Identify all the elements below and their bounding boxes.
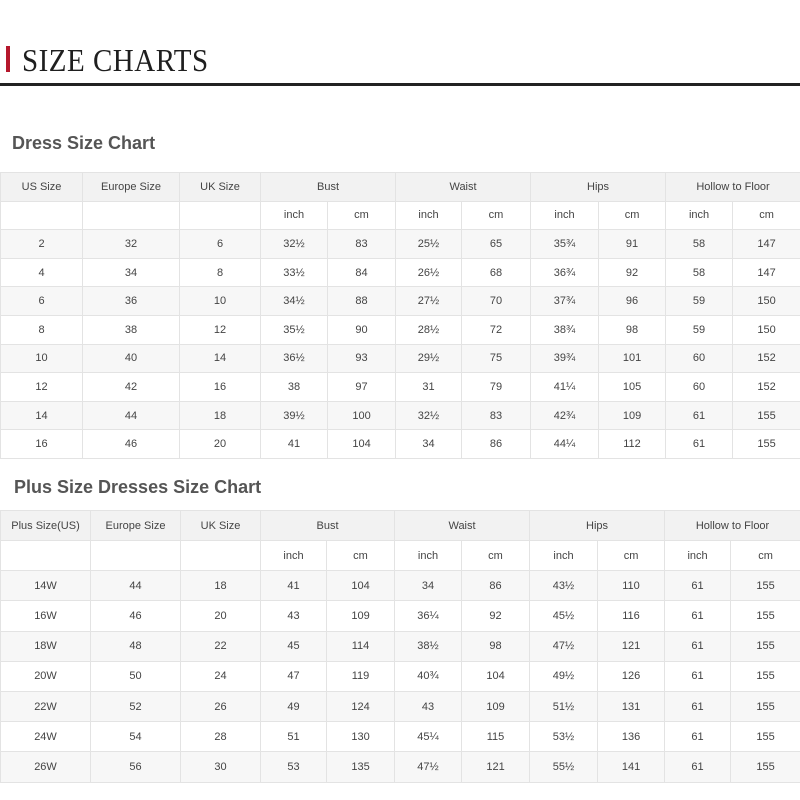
table-cell: 32 — [83, 230, 180, 259]
table-cell: 40¾ — [395, 661, 462, 691]
table-cell: 42 — [83, 373, 180, 402]
table-cell: 41 — [261, 430, 328, 459]
table-cell: 152 — [733, 373, 800, 402]
table-cell: 155 — [731, 752, 800, 782]
table-cell: 36¾ — [531, 258, 599, 287]
table-cell: 28 — [181, 722, 261, 752]
table-cell: 38½ — [395, 631, 462, 661]
header-cell: Hips — [531, 173, 666, 202]
table-cell: 24W — [1, 722, 91, 752]
size-charts-banner — [0, 0, 800, 88]
table-cell: 6 — [1, 287, 83, 316]
table-cell: 61 — [665, 722, 731, 752]
header-cell: Waist — [395, 511, 530, 541]
table-cell: 28½ — [396, 315, 462, 344]
table-cell: 155 — [733, 401, 800, 430]
table-cell: 88 — [328, 287, 396, 316]
unit-cell: inch — [396, 201, 462, 230]
unit-cell: inch — [665, 541, 731, 571]
table-cell: 92 — [462, 601, 530, 631]
plus-size-table — [0, 510, 800, 783]
table-cell: 75 — [462, 344, 531, 373]
table-cell: 136 — [598, 722, 665, 752]
table-cell: 32½ — [396, 401, 462, 430]
table-cell: 109 — [462, 691, 530, 721]
table-cell: 150 — [733, 315, 800, 344]
table-cell: 60 — [666, 344, 733, 373]
table-header-row — [1, 173, 800, 202]
table-cell: 34½ — [261, 287, 328, 316]
table-cell: 24 — [181, 661, 261, 691]
table-cell: 83 — [328, 230, 396, 259]
table-cell: 45¼ — [395, 722, 462, 752]
table-cell: 38¾ — [531, 315, 599, 344]
header-cell: Plus Size(US) — [1, 511, 91, 541]
table-cell: 4 — [1, 258, 83, 287]
table-cell: 104 — [328, 430, 396, 459]
table-cell: 43½ — [530, 571, 598, 601]
table-cell: 152 — [733, 344, 800, 373]
header-cell: Europe Size — [83, 173, 180, 202]
table-cell: 41¼ — [531, 373, 599, 402]
table-cell: 44 — [91, 571, 181, 601]
unit-cell: cm — [598, 541, 665, 571]
table-cell: 43 — [261, 601, 327, 631]
table-cell: 92 — [599, 258, 666, 287]
table-row — [1, 722, 800, 752]
unit-cell: inch — [530, 541, 598, 571]
table-row — [1, 230, 800, 259]
table-cell: 47 — [261, 661, 327, 691]
header-cell: Europe Size — [91, 511, 181, 541]
unit-cell: cm — [462, 201, 531, 230]
table-cell: 35¾ — [531, 230, 599, 259]
table-cell: 61 — [666, 401, 733, 430]
table-cell: 86 — [462, 571, 530, 601]
table-cell: 135 — [327, 752, 395, 782]
table-row — [1, 258, 800, 287]
table-cell: 61 — [665, 601, 731, 631]
table-cell: 18 — [181, 571, 261, 601]
table-cell: 36¼ — [395, 601, 462, 631]
table-cell: 100 — [328, 401, 396, 430]
table-cell: 59 — [666, 287, 733, 316]
table-cell: 91 — [599, 230, 666, 259]
plus-chart-title: Plus Size Dresses Size Chart — [14, 477, 262, 497]
table-cell: 83 — [462, 401, 531, 430]
unit-cell: cm — [733, 201, 800, 230]
table-cell: 33½ — [261, 258, 328, 287]
table-cell: 51½ — [530, 691, 598, 721]
table-cell: 32½ — [261, 230, 328, 259]
table-cell: 20 — [180, 430, 261, 459]
table-row — [1, 401, 800, 430]
table-cell: 96 — [599, 287, 666, 316]
table-cell: 131 — [598, 691, 665, 721]
table-cell: 10 — [1, 344, 83, 373]
table-cell: 155 — [731, 691, 800, 721]
table-cell: 20W — [1, 661, 91, 691]
table-row — [1, 631, 800, 661]
table-cell: 20 — [181, 601, 261, 631]
table-cell: 29½ — [396, 344, 462, 373]
table-cell: 65 — [462, 230, 531, 259]
table-cell: 39½ — [261, 401, 328, 430]
table-row — [1, 287, 800, 316]
table-cell: 49½ — [530, 661, 598, 691]
plus-table-body — [1, 571, 800, 782]
table-cell: 155 — [731, 722, 800, 752]
unit-cell: inch — [261, 201, 328, 230]
table-cell: 37¾ — [531, 287, 599, 316]
table-cell: 41 — [261, 571, 327, 601]
unit-cell: cm — [599, 201, 666, 230]
table-cell: 119 — [327, 661, 395, 691]
table-cell: 47½ — [395, 752, 462, 782]
header-cell: Hollow to Floor — [665, 511, 800, 541]
unit-cell: inch — [666, 201, 733, 230]
table-cell: 48 — [91, 631, 181, 661]
unit-cell: inch — [261, 541, 327, 571]
table-cell: 105 — [599, 373, 666, 402]
banner-accent-bar — [6, 46, 10, 72]
table-cell: 16 — [180, 373, 261, 402]
table-cell: 55½ — [530, 752, 598, 782]
banner-divider — [0, 83, 800, 86]
table-cell: 93 — [328, 344, 396, 373]
table-row — [1, 373, 800, 402]
table-cell: 97 — [328, 373, 396, 402]
table-cell: 53 — [261, 752, 327, 782]
table-cell: 61 — [665, 571, 731, 601]
table-cell: 109 — [599, 401, 666, 430]
table-cell: 61 — [665, 631, 731, 661]
table-cell: 61 — [666, 430, 733, 459]
unit-cell: cm — [328, 201, 396, 230]
table-row — [1, 601, 800, 631]
table-cell: 35½ — [261, 315, 328, 344]
header-cell: Bust — [261, 511, 395, 541]
table-cell: 18 — [180, 401, 261, 430]
table-cell: 22W — [1, 691, 91, 721]
table-cell: 26W — [1, 752, 91, 782]
table-cell: 10 — [180, 287, 261, 316]
unit-header-row — [1, 541, 800, 571]
table-row — [1, 691, 800, 721]
dress-chart-title: Dress Size Chart — [12, 133, 156, 153]
table-cell: 27½ — [396, 287, 462, 316]
table-cell: 45 — [261, 631, 327, 661]
empty-cell — [91, 541, 181, 571]
unit-header-row — [1, 201, 800, 230]
table-cell: 31 — [396, 373, 462, 402]
table-cell: 14 — [180, 344, 261, 373]
table-row — [1, 344, 800, 373]
table-row — [1, 661, 800, 691]
table-cell: 61 — [665, 752, 731, 782]
table-cell: 16 — [1, 430, 83, 459]
table-cell: 68 — [462, 258, 531, 287]
table-cell: 12 — [1, 373, 83, 402]
header-cell: Waist — [396, 173, 531, 202]
table-cell: 110 — [598, 571, 665, 601]
table-cell: 34 — [395, 571, 462, 601]
table-cell: 30 — [181, 752, 261, 782]
table-cell: 147 — [733, 258, 800, 287]
table-row — [1, 571, 800, 601]
table-cell: 8 — [1, 315, 83, 344]
table-cell: 150 — [733, 287, 800, 316]
table-cell: 155 — [731, 571, 800, 601]
table-row — [1, 430, 800, 459]
table-cell: 16W — [1, 601, 91, 631]
dress-size-table — [0, 172, 800, 459]
unit-cell: cm — [462, 541, 530, 571]
table-cell: 22 — [181, 631, 261, 661]
table-cell: 155 — [731, 631, 800, 661]
table-cell: 38 — [261, 373, 328, 402]
table-cell: 124 — [327, 691, 395, 721]
table-cell: 2 — [1, 230, 83, 259]
table-cell: 43 — [395, 691, 462, 721]
table-cell: 44¼ — [531, 430, 599, 459]
table-cell: 53½ — [530, 722, 598, 752]
unit-cell: inch — [531, 201, 599, 230]
table-cell: 40 — [83, 344, 180, 373]
table-cell: 36½ — [261, 344, 328, 373]
table-cell: 6 — [180, 230, 261, 259]
table-cell: 51 — [261, 722, 327, 752]
table-cell: 36 — [83, 287, 180, 316]
header-cell: Hips — [530, 511, 665, 541]
table-cell: 18W — [1, 631, 91, 661]
table-cell: 8 — [180, 258, 261, 287]
table-cell: 34 — [396, 430, 462, 459]
header-cell: Bust — [261, 173, 396, 202]
table-cell: 155 — [731, 661, 800, 691]
table-cell: 126 — [598, 661, 665, 691]
header-cell: UK Size — [181, 511, 261, 541]
table-cell: 50 — [91, 661, 181, 691]
dress-table-body — [1, 230, 800, 459]
table-cell: 49 — [261, 691, 327, 721]
table-cell: 155 — [731, 601, 800, 631]
table-cell: 52 — [91, 691, 181, 721]
table-cell: 38 — [83, 315, 180, 344]
table-cell: 84 — [328, 258, 396, 287]
table-cell: 70 — [462, 287, 531, 316]
empty-cell — [83, 201, 180, 230]
table-cell: 14 — [1, 401, 83, 430]
table-cell: 44 — [83, 401, 180, 430]
empty-cell — [180, 201, 261, 230]
table-row — [1, 752, 800, 782]
table-cell: 34 — [83, 258, 180, 287]
table-cell: 58 — [666, 230, 733, 259]
table-cell: 12 — [180, 315, 261, 344]
table-cell: 61 — [665, 691, 731, 721]
table-cell: 104 — [462, 661, 530, 691]
table-cell: 46 — [83, 430, 180, 459]
table-cell: 79 — [462, 373, 531, 402]
table-row — [1, 315, 800, 344]
table-cell: 25½ — [396, 230, 462, 259]
table-cell: 54 — [91, 722, 181, 752]
table-cell: 116 — [598, 601, 665, 631]
table-cell: 109 — [327, 601, 395, 631]
page-title: SIZE CHARTS — [22, 44, 209, 79]
unit-cell: cm — [731, 541, 800, 571]
table-cell: 42¾ — [531, 401, 599, 430]
empty-cell — [181, 541, 261, 571]
table-cell: 60 — [666, 373, 733, 402]
table-cell: 98 — [599, 315, 666, 344]
header-cell: Hollow to Floor — [666, 173, 800, 202]
table-cell: 59 — [666, 315, 733, 344]
header-cell: US Size — [1, 173, 83, 202]
header-cell: UK Size — [180, 173, 261, 202]
table-cell: 90 — [328, 315, 396, 344]
table-cell: 58 — [666, 258, 733, 287]
unit-cell: inch — [395, 541, 462, 571]
table-cell: 86 — [462, 430, 531, 459]
table-cell: 121 — [598, 631, 665, 661]
table-cell: 98 — [462, 631, 530, 661]
table-cell: 130 — [327, 722, 395, 752]
table-cell: 45½ — [530, 601, 598, 631]
table-cell: 39¾ — [531, 344, 599, 373]
table-cell: 72 — [462, 315, 531, 344]
table-cell: 101 — [599, 344, 666, 373]
table-cell: 46 — [91, 601, 181, 631]
table-cell: 14W — [1, 571, 91, 601]
table-cell: 26 — [181, 691, 261, 721]
table-cell: 104 — [327, 571, 395, 601]
table-cell: 61 — [665, 661, 731, 691]
table-cell: 155 — [733, 430, 800, 459]
table-cell: 147 — [733, 230, 800, 259]
table-cell: 115 — [462, 722, 530, 752]
table-cell: 141 — [598, 752, 665, 782]
table-cell: 121 — [462, 752, 530, 782]
table-cell: 114 — [327, 631, 395, 661]
table-cell: 47½ — [530, 631, 598, 661]
table-cell: 56 — [91, 752, 181, 782]
table-cell: 112 — [599, 430, 666, 459]
empty-cell — [1, 541, 91, 571]
empty-cell — [1, 201, 83, 230]
table-header-row — [1, 511, 800, 541]
unit-cell: cm — [327, 541, 395, 571]
table-cell: 26½ — [396, 258, 462, 287]
